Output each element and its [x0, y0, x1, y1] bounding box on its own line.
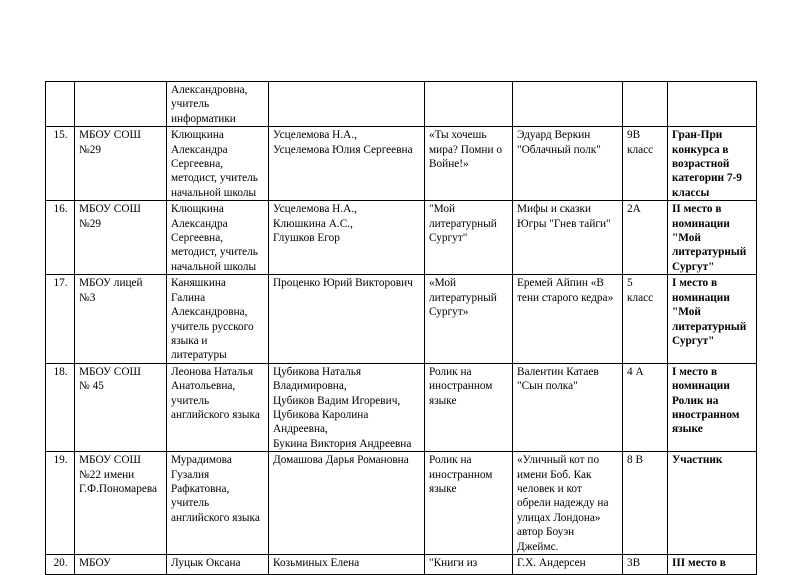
result-cell [668, 275, 757, 363]
cell-text-line: МБОУ [79, 557, 111, 569]
cell-text-line: МБОУ СОШ [79, 203, 141, 216]
cell-text-line: Г.Ф.Пономарева [79, 482, 158, 495]
grade-cell [623, 555, 668, 575]
cell-text-line: II место в [672, 203, 722, 216]
cell-text-line: Сургут" [429, 232, 468, 245]
cell-text-line: Александра [171, 217, 228, 230]
participants-cell [269, 363, 425, 451]
cell-text-line: Цубикова Наталья [273, 365, 362, 378]
row-number-cell [46, 555, 75, 575]
cell-text-line: иностранном [672, 408, 740, 421]
cell-text-line: конкурса в [672, 143, 729, 156]
cell-text-line: III место в [672, 557, 726, 569]
cell-text-line: Ролик на [672, 394, 719, 407]
cell-text-line: "Мой [429, 203, 456, 216]
cell-text-line: учитель русского [171, 320, 254, 333]
cell-text-line: номинации [672, 217, 730, 230]
cell-text-line: Александровна, [171, 84, 248, 96]
cell-text-line: литературы [171, 349, 227, 362]
cell-text-line: Анатольевна, [171, 380, 236, 393]
cell-text-line: "Книги из [429, 557, 478, 569]
cell-text-line: I место в [672, 365, 718, 378]
cell-text-line: "Облачный полк" [517, 143, 601, 156]
cell-text-line: Глушков Егор [273, 232, 340, 245]
cell-text-line: "Мой [672, 232, 701, 245]
book-author-cell [513, 201, 623, 275]
cell-text-line: Клющкина [171, 129, 224, 142]
cell-text-line: мира? Помни о [429, 143, 502, 156]
cell-text-line: 15. [53, 129, 68, 142]
cell-text-line: начальной школы [171, 260, 257, 273]
cell-text-line: методист, учитель [171, 246, 258, 259]
cell-text-line: тени старого кедра» [517, 291, 614, 304]
cell-text-line: 3В [627, 557, 641, 569]
cell-text-line: 16. [53, 203, 68, 216]
cell-text-line: №3 [79, 291, 96, 304]
cell-text-line: литературный [672, 246, 747, 259]
cell-text-line: Леонова Наталья [171, 365, 254, 378]
cell-text-line: языке [429, 482, 457, 495]
work-title-cell [425, 275, 513, 363]
cell-text-line: Гузалия [171, 468, 210, 481]
school-cell [75, 363, 167, 451]
teacher-cell [167, 127, 269, 201]
cell-text-line: Цубиков Вадим Игоревич, [273, 394, 401, 407]
cell-text-line: Усцелемова Юлия Сергеевна [273, 143, 413, 156]
participants-cell [269, 127, 425, 201]
cell-text-line: иностранном [429, 468, 493, 481]
cell-text-line: Клюшкина А.С., [273, 217, 353, 230]
cell-text-line: № 45 [79, 380, 104, 393]
cell-text-line: Сергеевна, [171, 158, 224, 171]
cell-text-line: 19. [53, 454, 68, 467]
cell-text-line: Сургут" [672, 260, 715, 273]
cell-text-line: 5 [627, 277, 633, 290]
row-number-cell [46, 201, 75, 275]
cell-text-line: Каняшкина [171, 277, 226, 290]
cell-text-line: МБОУ лицей [79, 277, 143, 290]
cell-text-line: учитель [171, 394, 210, 407]
cell-text-line: Ролик на [429, 365, 472, 378]
school-cell [75, 201, 167, 275]
table-row [46, 201, 757, 275]
cell-text-line: английского языка [171, 511, 260, 524]
cell-text-line: классы [672, 186, 710, 199]
grade-cell [623, 275, 668, 363]
cell-text-line: №29 [79, 143, 102, 156]
cell-text-line: Войне!» [429, 158, 469, 171]
cell-text-line: языке [672, 423, 703, 436]
cell-text-line: класс [627, 143, 654, 156]
cell-text-line: "Мой [672, 306, 701, 319]
cell-text-line: номинации [672, 380, 730, 393]
table-row [46, 363, 757, 451]
grade-cell [623, 363, 668, 451]
table-row [46, 275, 757, 363]
cell-text-line: автор Боуэн [517, 526, 575, 539]
cell-text-line: «Мой [429, 277, 457, 290]
book-author-cell [513, 363, 623, 451]
work-title-cell [425, 555, 513, 575]
school-cell [75, 275, 167, 363]
cell-text-line: языке [429, 394, 457, 407]
school-cell [75, 127, 167, 201]
cell-text-line: 17. [53, 277, 68, 290]
work-title-cell [425, 201, 513, 275]
cell-text-line: I место в [672, 277, 718, 290]
cell-text-line: улицах Лондона» [517, 511, 601, 524]
cell-text-line: «Ты хочешь [429, 129, 487, 142]
cell-text-line: Югры "Гнев тайги" [517, 217, 611, 230]
work-title-cell [425, 127, 513, 201]
cell-text-line: возрастной [672, 158, 730, 171]
book-author-cell [513, 452, 623, 555]
cell-text-line: 2А [627, 203, 641, 216]
cell-text-line: МБОУ СОШ [79, 129, 141, 142]
cell-text-line: английского языка [171, 408, 260, 421]
cell-text-line: Мифы и сказки [517, 203, 592, 216]
cell-text-line: №22 имени [79, 468, 135, 481]
work-title-cell [425, 82, 513, 127]
cell-text-line: Участник [672, 454, 723, 467]
cell-text-line: учитель [171, 98, 210, 111]
cell-text-line: Цубикова Каролина [273, 408, 369, 421]
cell-text-line: Галина [171, 291, 206, 304]
cell-text-line: категории 7-9 [672, 172, 742, 185]
teacher-cell [167, 275, 269, 363]
cell-text-line: 4 А [627, 365, 644, 378]
cell-text-line: 8 В [627, 454, 644, 467]
cell-text-line: методист, учитель [171, 172, 258, 185]
grade-cell [623, 201, 668, 275]
row-number-cell [46, 82, 75, 127]
result-cell [668, 127, 757, 201]
cell-text-line: 20. [53, 557, 68, 569]
cell-text-line: Валентин Катаев [517, 365, 599, 378]
school-cell [75, 555, 167, 575]
result-cell [668, 82, 757, 127]
cell-text-line: информатики [171, 112, 236, 125]
cell-text-line: №29 [79, 217, 102, 230]
row-number-cell [46, 452, 75, 555]
cell-text-line: Рафкатовна, [171, 482, 230, 495]
book-author-cell [513, 127, 623, 201]
grade-cell [623, 127, 668, 201]
cell-text-line: Эдуард Веркин [517, 129, 591, 142]
cell-text-line: литературный [429, 291, 497, 304]
cell-text-line: Гран-При [672, 129, 723, 142]
participants-cell [269, 82, 425, 127]
teacher-cell [167, 555, 269, 575]
cell-text-line: Сергеевна, [171, 232, 224, 245]
teacher-cell [167, 452, 269, 555]
cell-text-line: «Уличный кот по [517, 454, 600, 467]
cell-text-line: Проценко Юрий Викторович [273, 277, 413, 290]
cell-text-line: литературный [429, 217, 497, 230]
cell-text-line: литературный [672, 320, 747, 333]
cell-text-line: 9В [627, 129, 641, 142]
participants-cell [269, 452, 425, 555]
table-row [46, 82, 757, 127]
school-cell [75, 82, 167, 127]
cell-text-line: Джеймс. [517, 540, 559, 553]
result-cell [668, 201, 757, 275]
cell-text-line: языка и [171, 334, 208, 347]
cell-text-line: Луцык Оксана [171, 557, 241, 569]
cell-text-line: 18. [53, 365, 68, 378]
cell-text-line: имени Боб. Как [517, 468, 592, 481]
table-row [46, 127, 757, 201]
cell-text-line: Сургут» [429, 306, 469, 319]
cell-text-line: МБОУ СОШ [79, 454, 141, 467]
work-title-cell [425, 452, 513, 555]
result-cell [668, 555, 757, 575]
cell-text-line: Александровна, [171, 306, 248, 319]
cell-text-line: Букина Виктория Андреевна [273, 437, 412, 450]
work-title-cell [425, 363, 513, 451]
row-number-cell [46, 275, 75, 363]
result-cell [668, 452, 757, 555]
school-cell [75, 452, 167, 555]
participants-cell [269, 201, 425, 275]
cell-text-line: МБОУ СОШ [79, 365, 141, 378]
cell-text-line: иностранном [429, 380, 493, 393]
cell-text-line: Усцелемова Н.А., [273, 203, 357, 216]
cell-text-line: Владимировна, [273, 380, 347, 393]
cell-text-line: Усцелемова Н.А., [273, 129, 357, 142]
cell-text-line: Сургут" [672, 334, 715, 347]
cell-text-line: обрели надежду на [517, 497, 609, 510]
cell-text-line: Андреевна, [273, 423, 328, 436]
cell-text-line: Домашова Дарья Романовна [273, 454, 409, 467]
teacher-cell [167, 201, 269, 275]
cell-text-line: Козьминых Елена [273, 557, 360, 569]
participants-cell [269, 275, 425, 363]
book-author-cell [513, 82, 623, 127]
grade-cell [623, 452, 668, 555]
row-number-cell [46, 363, 75, 451]
cell-text-line: начальной школы [171, 186, 257, 199]
results-table [45, 81, 757, 575]
book-author-cell [513, 555, 623, 575]
grade-cell [623, 82, 668, 127]
cell-text-line: Мурадимова [171, 454, 232, 467]
cell-text-line: Г.Х. Андерсен [517, 557, 586, 569]
cell-text-line: Ролик на [429, 454, 472, 467]
result-cell [668, 363, 757, 451]
cell-text-line: класс [627, 291, 654, 304]
participants-cell [269, 555, 425, 575]
table-row [46, 452, 757, 555]
cell-text-line: "Сын полка" [517, 380, 578, 393]
cell-text-line: Еремей Айпин «В [517, 277, 604, 290]
book-author-cell [513, 275, 623, 363]
table-row [46, 555, 757, 575]
cell-text-line: Клющкина [171, 203, 224, 216]
teacher-cell [167, 363, 269, 451]
cell-text-line: человек и кот [517, 482, 582, 495]
row-number-cell [46, 127, 75, 201]
cell-text-line: номинации [672, 291, 730, 304]
cell-text-line: Александра [171, 143, 228, 156]
teacher-cell [167, 82, 269, 127]
cell-text-line: учитель [171, 497, 210, 510]
